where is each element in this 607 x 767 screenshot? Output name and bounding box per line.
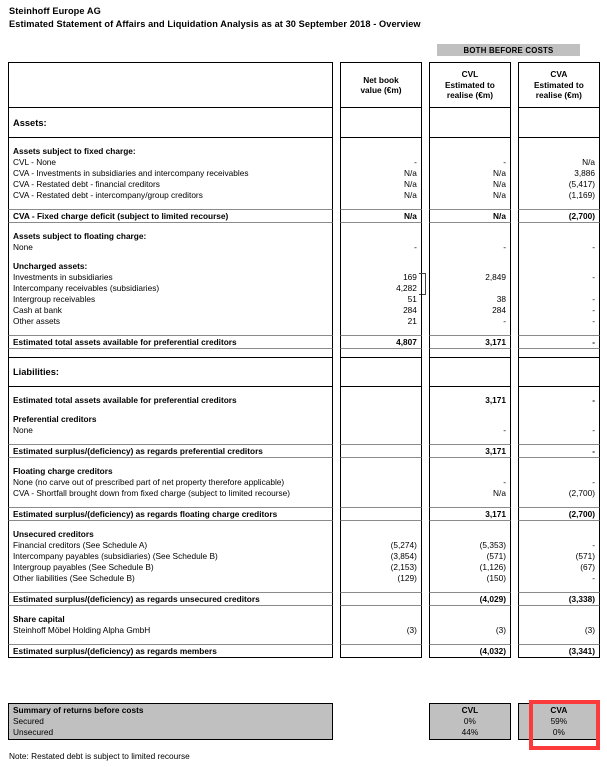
cell-cva: N/a	[582, 157, 596, 167]
cell-cva: -	[592, 395, 596, 405]
row-label: CVL - None	[13, 157, 57, 167]
cell-nbv: 4,282	[396, 283, 417, 293]
cell-cvl: 3,171	[485, 508, 506, 519]
header-cvl	[429, 62, 511, 108]
spacer-row	[8, 379, 600, 387]
cell-cva: -	[592, 272, 596, 282]
cell-nbv: 21	[407, 316, 417, 326]
cell-cvl: -	[503, 242, 506, 252]
header-cva	[518, 62, 600, 108]
cell-cvl: (5,353)	[479, 540, 506, 550]
summary-cva-column	[518, 703, 600, 740]
row-label: CVA - Restated debt - intercompany/group creditors	[13, 190, 203, 200]
cell-cva: (1,169)	[568, 190, 596, 200]
cell-nbv: (3,854)	[390, 551, 417, 561]
header-nbv-line1: Net book	[363, 74, 399, 85]
table-row	[8, 625, 600, 636]
cell-cva: -	[592, 477, 596, 487]
table-row	[8, 540, 600, 551]
summary-cvl-column	[429, 703, 511, 740]
assets-floating-charge-label: Assets subject to floating charge:	[13, 231, 147, 241]
cell-cva: -	[592, 540, 596, 550]
row-cva-fixed-charge-deficit	[8, 209, 600, 223]
spacer-row	[8, 223, 600, 231]
floating-charge-creditors-label: Floating charge creditors	[13, 466, 113, 476]
both-before-costs-banner: BOTH BEFORE COSTS	[437, 44, 580, 56]
spacer-row	[8, 108, 600, 116]
summary-cva-header: CVA	[550, 705, 568, 715]
row-label: Steinhoff Möbel Holding Alpha GmbH	[13, 625, 151, 635]
cell-cvl: N/a	[493, 168, 506, 178]
cell-cva: -	[592, 294, 596, 304]
row-total-assets-preferential-1	[8, 335, 600, 349]
table-row	[8, 157, 600, 168]
summary-cva-secured: 59%	[550, 716, 568, 726]
summary-of-returns-block	[8, 703, 600, 740]
header-cvl-line2: Estimated to	[445, 79, 495, 90]
row-total-assets-preferential-2	[8, 395, 600, 406]
cell-cvl: N/a	[493, 210, 506, 221]
cell-cva: -	[592, 425, 596, 435]
table-row	[8, 283, 600, 294]
row-preferential-creditors-header	[8, 414, 600, 425]
row-label: CVA - Investments in subsidiaries and intercompany receivables	[13, 168, 249, 178]
table-row	[8, 573, 600, 584]
row-assets-floating-charge-header	[8, 231, 600, 242]
table-row	[8, 190, 600, 201]
cell-cvl: -	[503, 157, 506, 167]
row-surplus-preferential	[8, 444, 600, 458]
spacer-row	[8, 327, 600, 335]
cell-cvl: -	[503, 425, 506, 435]
row-label: Intercompany receivables (subsidiaries)	[13, 283, 160, 293]
table-row	[8, 242, 600, 253]
summary-descriptions	[8, 703, 333, 740]
cell-nbv: (2,153)	[390, 562, 417, 572]
document-header	[9, 5, 599, 31]
row-share-capital-header	[8, 614, 600, 625]
cell-cvl: (4,029)	[479, 593, 506, 604]
cell-cva: -	[592, 242, 596, 252]
footer-note: Note: Restated debt is subject to limited recourse	[9, 751, 190, 761]
table-row	[8, 305, 600, 316]
table-row	[8, 316, 600, 327]
table-header-row	[8, 62, 600, 108]
cell-nbv: (3)	[406, 625, 417, 635]
cell-cvl: (150)	[486, 573, 506, 583]
cell-cvl: (4,032)	[479, 645, 506, 656]
row-uncharged-assets-header	[8, 261, 600, 272]
row-label: Estimated surplus/(deficiency) as regards unsecured creditors	[13, 593, 260, 604]
table-row	[8, 488, 600, 499]
table-row	[8, 272, 600, 283]
row-label: None (no carve out of prescribed part of net property therefore applicable)	[13, 477, 285, 487]
row-liabilities-header	[8, 365, 600, 379]
row-label: Cash at bank	[13, 305, 62, 315]
cell-cva: (2,700)	[568, 210, 596, 221]
row-surplus-members	[8, 644, 600, 658]
company-name: Steinhoff Europe AG	[9, 6, 101, 16]
cell-nbv: N/a	[403, 210, 417, 221]
cell-cvl: (3)	[495, 625, 506, 635]
table-row	[8, 294, 600, 305]
cell-nbv: (5,274)	[390, 540, 417, 550]
row-surplus-floating	[8, 507, 600, 521]
spacer-row	[8, 253, 600, 261]
spacer-row	[8, 130, 600, 138]
cell-cva: -	[592, 305, 596, 315]
cell-cva: (2,700)	[568, 508, 596, 519]
cell-cva: (3,341)	[568, 645, 596, 656]
row-assets-header	[8, 116, 600, 130]
row-label: Intergroup receivables	[13, 294, 96, 304]
summary-cvl-unsecured: 44%	[461, 727, 479, 737]
cell-nbv: -	[414, 157, 417, 167]
row-label: Intercompany payables (subsidiaries) (See Schedule B)	[13, 551, 218, 561]
cell-cva: (3,338)	[568, 593, 596, 604]
header-description	[8, 62, 333, 108]
summary-unsecured-label: Unsecured	[13, 727, 54, 737]
spacer-row	[8, 606, 600, 614]
cell-cvl: (571)	[486, 551, 506, 561]
cell-nbv: 51	[407, 294, 417, 304]
cell-cva: 3,886	[574, 168, 596, 178]
header-cva-line3: realise (€m)	[535, 90, 582, 101]
cell-cva: (3)	[584, 625, 596, 635]
row-surplus-unsecured	[8, 592, 600, 606]
row-label: None	[13, 425, 33, 435]
spacer-row	[8, 406, 600, 414]
cell-cvl: 3,171	[485, 336, 506, 347]
spacer-row	[8, 138, 600, 146]
cell-cvl: (1,126)	[479, 562, 506, 572]
cell-cvl: 284	[492, 305, 506, 315]
cell-cvl: 2,849	[485, 272, 506, 282]
cell-cvl: 38	[496, 294, 506, 304]
share-capital-label: Share capital	[13, 614, 65, 624]
row-label: Estimated surplus/(deficiency) as regards floating charge creditors	[13, 508, 278, 519]
cell-nbv: 284	[403, 305, 417, 315]
cell-nbv: N/a	[403, 179, 417, 189]
cell-cvl: -	[503, 316, 506, 326]
liabilities-section-title: Liabilities:	[13, 366, 59, 377]
row-unsecured-creditors-header	[8, 529, 600, 540]
cell-cvl: N/a	[493, 179, 506, 189]
row-assets-fixed-charge-header	[8, 146, 600, 157]
table-row	[8, 168, 600, 179]
preferential-creditors-label: Preferential creditors	[13, 414, 97, 424]
header-cva-line2: Estimated to	[533, 79, 584, 90]
row-label: Investments in subsidiaries	[13, 272, 113, 282]
row-floating-charge-creditors-header	[8, 466, 600, 477]
table-row	[8, 562, 600, 573]
table-row	[8, 179, 600, 190]
row-label: None	[13, 242, 33, 252]
cell-nbv: N/a	[403, 190, 417, 200]
cell-cvl: N/a	[493, 190, 506, 200]
spacer-row	[8, 584, 600, 592]
row-label: Financial creditors (See Schedule A)	[13, 540, 148, 550]
statement-of-affairs-table	[8, 62, 600, 658]
summary-cvl-header: CVL	[461, 705, 479, 715]
assets-fixed-charge-label: Assets subject to fixed charge:	[13, 146, 136, 156]
cell-nbv: 4,807	[396, 336, 417, 347]
unsecured-creditors-label: Unsecured creditors	[13, 529, 94, 539]
table-row	[8, 425, 600, 436]
cell-nbv: 169	[403, 272, 417, 282]
row-label: Estimated surplus/(deficiency) as regards preferential creditors	[13, 445, 263, 456]
cell-cvl: 3,171	[485, 445, 506, 456]
uncharged-assets-label: Uncharged assets:	[13, 261, 88, 271]
header-cvl-line3: realise (€m)	[446, 90, 493, 101]
row-label: Other liabilities (See Schedule B)	[13, 573, 135, 583]
table-row	[8, 477, 600, 488]
page-title: Estimated Statement of Affairs and Liquidation Analysis as at 30 September 2018 - Overview	[9, 19, 421, 29]
spacer-row	[8, 349, 600, 357]
cell-cva: -	[592, 445, 596, 456]
header-nbv-line2: value (€m)	[360, 85, 402, 95]
cell-cva: (67)	[580, 562, 596, 572]
spacer-row	[8, 458, 600, 466]
cell-nbv: (129)	[397, 573, 417, 583]
spacer-row	[8, 201, 600, 209]
row-label: CVA - Restated debt - financial creditors	[13, 179, 160, 189]
row-label: Estimated surplus/(deficiency) as regards members	[13, 645, 217, 656]
spacer-row	[8, 636, 600, 644]
summary-cva-unsecured: 0%	[552, 727, 565, 737]
table-row	[8, 551, 600, 562]
spacer-row	[8, 387, 600, 395]
cell-cvl: -	[503, 477, 506, 487]
cell-cva: (2,700)	[568, 488, 596, 498]
summary-secured-label: Secured	[13, 716, 44, 726]
assets-section-title: Assets:	[13, 117, 47, 128]
cell-cvl: N/a	[493, 488, 506, 498]
header-cvl-line1: CVL	[461, 69, 479, 80]
summary-title: Summary of returns before costs	[13, 705, 144, 715]
row-label: Estimated total assets available for preferential creditors	[13, 395, 237, 405]
cell-cva: -	[592, 336, 596, 347]
cell-cva: (5,417)	[568, 179, 596, 189]
cell-cva: -	[592, 573, 596, 583]
row-label: CVA - Fixed charge deficit (subject to limited recourse)	[13, 210, 229, 221]
row-label: Estimated total assets available for preferential creditors	[13, 336, 237, 347]
cell-nbv: -	[414, 242, 417, 252]
cell-cva: -	[592, 316, 596, 326]
spacer-row	[8, 357, 600, 365]
cell-cvl: 3,171	[485, 395, 506, 405]
header-cva-line1: CVA	[550, 69, 568, 80]
cell-cva: (571)	[575, 551, 596, 561]
spacer-row	[8, 521, 600, 529]
header-net-book-value	[340, 62, 422, 108]
cell-nbv: N/a	[403, 168, 417, 178]
spacer-row	[8, 499, 600, 507]
row-label: Other assets	[13, 316, 61, 326]
summary-cvl-secured: 0%	[463, 716, 476, 726]
row-label: Intergroup payables (See Schedule B)	[13, 562, 154, 572]
row-label: CVA - Shortfall brought down from fixed charge (subject to limited recourse)	[13, 488, 290, 498]
spacer-row	[8, 436, 600, 444]
